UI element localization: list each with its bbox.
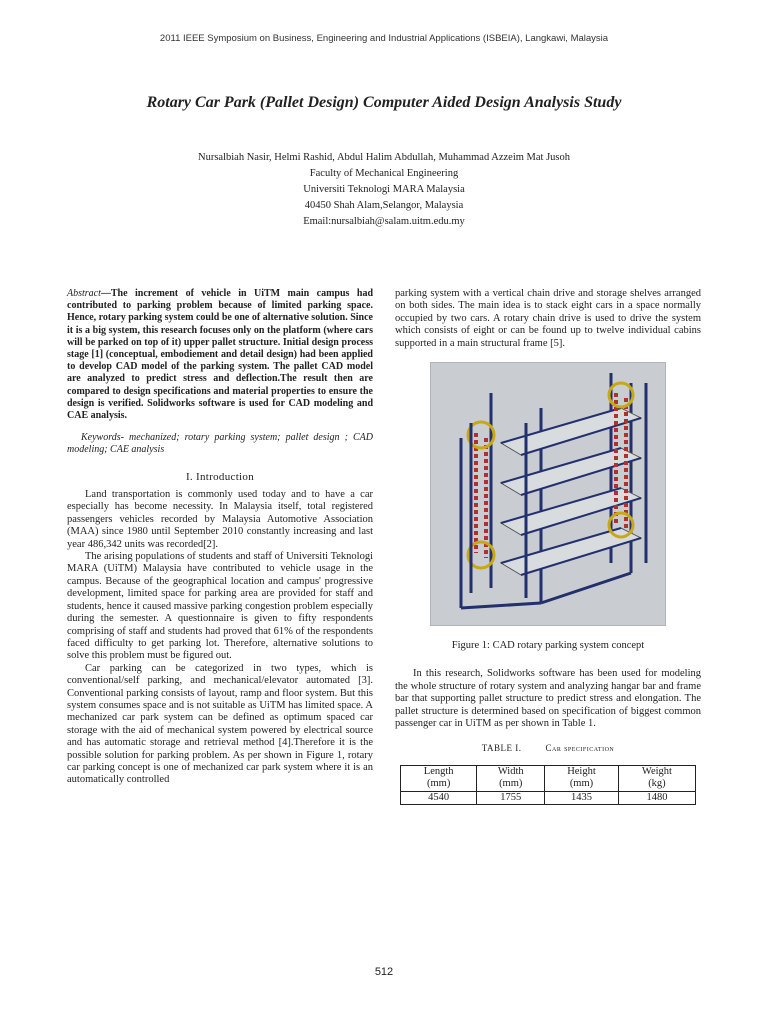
table-row	[401, 791, 696, 805]
table-title	[395, 742, 701, 754]
table-header-row	[401, 765, 696, 791]
abstract-label: Abstract	[67, 288, 101, 299]
figure-caption: Figure 1: CAD rotary parking system concept	[451, 640, 645, 652]
body-paragraph: parking system with a vertical chain drive and storage shelves arranged on both sides. The main idea is to stack eight cars in a space normally occupied by two cars. A rotary chain drive is used to drive the system which consists of eight or can be found up to twelve individual cabins supported in a main structural frame [5].	[395, 288, 701, 349]
table-header-cell: Height (mm)	[545, 765, 619, 791]
abstract	[67, 288, 373, 422]
affiliation-line: Faculty of Mechanical Engineering	[309, 168, 459, 179]
body-paragraph: In this research, Solidworks software has been used for modeling the whole structure of rotary system and analyzing hangar bar and frame bar that supporting pallet structure to predict stress and elongation. The pallet structure is determined based on specification of biggest common passenger car in UiTM as per shown in Table 1.	[395, 668, 701, 730]
figure-cad-rotary-parking	[430, 362, 666, 626]
table-cell: 4540	[401, 791, 477, 805]
left-column	[67, 288, 373, 787]
table-header-cell: Width (mm)	[477, 765, 545, 791]
table-caption: Car specification	[545, 743, 615, 754]
car-specification-table	[400, 765, 696, 806]
table-cell: 1435	[545, 791, 619, 805]
table-header-cell: Weight (kg)	[618, 765, 695, 791]
table-header-cell: Length (mm)	[401, 765, 477, 791]
author-names: Nursalbiah Nasir, Helmi Rashid, Abdul Halim Abdullah, Muhammad Azzeim Mat Jusoh	[198, 152, 570, 163]
right-column	[395, 288, 701, 805]
table-cell: 1480	[618, 791, 695, 805]
conference-header: 2011 IEEE Symposium on Business, Engineering and Industrial Applications (ISBEIA), Langkawi, Malaysia	[159, 33, 609, 44]
intro-paragraph: Land transportation is commonly used today and to have a car especially has become necessity. In Malaysia itself, total registered passengers vehicles recorded by Malaysia Automotive Association (MAA) since 1980 until September 2010 constantly increasing and last year 486,342 units was recorded[2].	[67, 489, 373, 550]
page-number: 512	[374, 966, 394, 978]
abstract-text: —The increment of vehicle in UiTM main campus had contributed to parking problem because of limited parking space. Hence, rotary parking system could be one of alternative solution. Since it is a big system, this research focuses only on the platform (where cars will be parked on top of it) upper pallet structure. Initial design process stage [1] (conceptual, embodiement and detail design) had been applied to develop CAD model of the parking system. The pallet CAD model are analyzed to predict stress and deflection.The result then are compared to design specifications and material properties to ensure the design is verified. Solidworks software is used for CAD modeling and CAE analysis.	[67, 288, 373, 422]
intro-paragraph: The arising populations of students and staff of Universiti Teknologi MARA (UiTM) Malaysia have contributed to vehicle usage in the campus. Because of the geographical location and campus' progressive development, limited space for parking area are provided for staff and students, hence it caused massive parking congestion problem especially during the semester. A questionnaire is given to fifty respondents comprising of staff and students had proved that 61% of the respondents faced difficulty to get parking lot. Therefore, alternative solutions to solve this problem must be figured out.	[67, 551, 373, 662]
cad-rotary-parking-illustration	[431, 363, 665, 625]
keywords: Keywords- mechanized; rotary parking system; pallet design ; CAD modeling; CAE analysis	[67, 432, 373, 456]
intro-paragraph: Car parking can be categorized in two types, which is conventional/self parking, and mechanical/elevator automated [3]. Conventional parking consists of layout, ramp and floor system. But this system consumes space and is not suitable as UiTM has limited space. A mechanized car park system can be defined as optimum spaced car storage with the aid of mechanical system powered by electrical source and has automatic storage and retrieval method [4].Therefore it is the possible solution for parking problem. As per shown in Figure 1, rotary car parking concept is one of mechanized car park system where it is an automatically controlled	[67, 662, 373, 786]
affiliation-line: 40450 Shah Alam,Selangor, Malaysia	[304, 200, 464, 211]
table-cell: 1755	[477, 791, 545, 805]
affiliation-line: Universiti Teknologi MARA Malaysia	[303, 184, 465, 195]
author-email: Email:nursalbiah@salam.uitm.edu.my	[303, 216, 465, 227]
table-label: TABLE I.	[481, 743, 522, 754]
section-heading-introduction: I. Introduction	[185, 470, 255, 483]
paper-title: Rotary Car Park (Pallet Design) Computer Aided Design Analysis Study	[146, 94, 622, 111]
author-block	[0, 150, 768, 230]
